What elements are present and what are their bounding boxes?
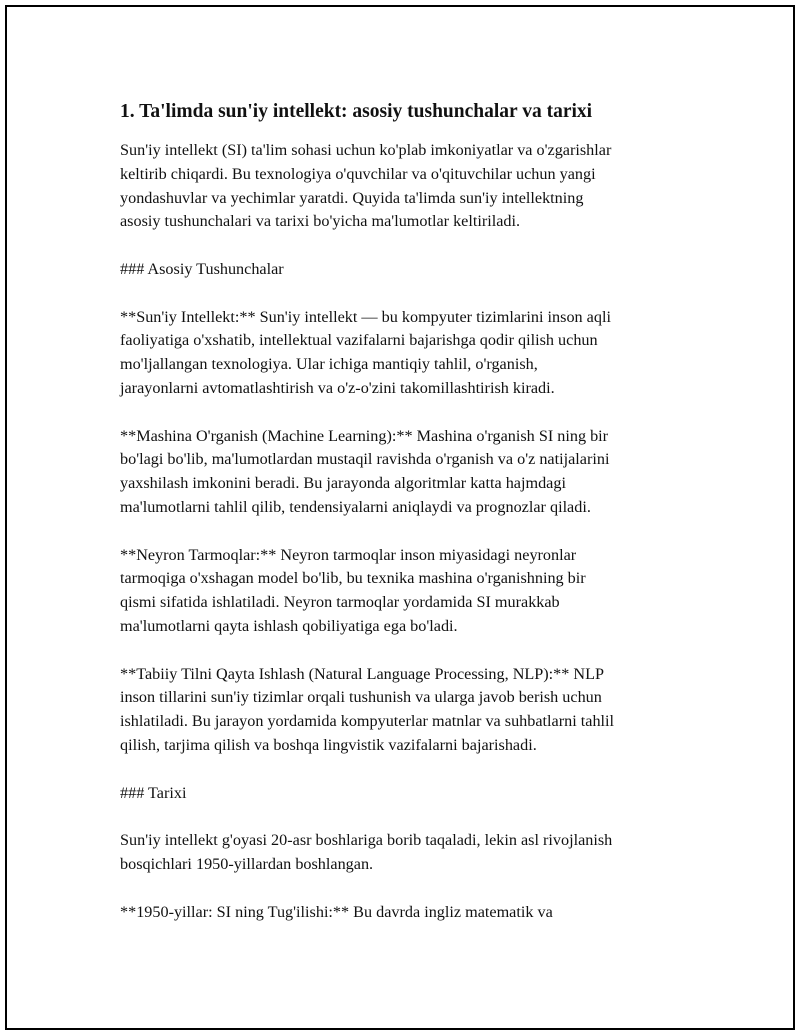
document-body [120, 99, 700, 948]
paragraph-nlp: **Tabiiy Tilni Qayta Ishlash (Natural Language Processing, NLP):** NLP inson tillarini sun'iy tizimlar orqali tushunish va ularga javob berish uchun ishlatiladi. Bu jarayon yordamida kompyuterlar matnlar va suhbatlarni tahlil qilish, tarjima qilish va boshqa lingvistik vazifalarni bajarishadi. [120, 664, 615, 754]
section-heading-history: ### Tarixi [120, 783, 187, 802]
paragraph-neural-networks: **Neyron Tarmoqlar:** Neyron tarmoqlar inson miyasidagi neyronlar tarmoqiga o'xshagan model bo'lib, bu texnika mashina o'rganishning bir qismi sifatida ishlatiladi. Neyron tarmoqlar yordamida SI murakkab ma'lumotlarni qayta ishlash qobiliyatiga ega bo'ladi. [120, 545, 586, 635]
paragraph-history-intro: Sun'iy intellekt g'oyasi 20-asr boshlariga borib taqaladi, lekin asl rivojlanish bosqichlari 1950-yillardan boshlangan. [120, 831, 613, 873]
document-page [5, 5, 795, 1030]
document-title: 1. Ta'limda sun'iy intellekt: asosiy tushunchalar va tarixi [120, 101, 593, 122]
intro-paragraph: Sun'iy intellekt (SI) ta'lim sohasi uchun ko'plab imkoniyatlar va o'zgarishlar keltirib chiqardi. Bu texnologiya o'quvchilar va o'qituvchilar uchun yangi yondashuvlar va yechimlar yaratdi. Quyida ta'limda sun'iy intellektning asosiy tushunchalari va tarixi bo'yicha ma'lumotlar keltiriladi. [120, 141, 612, 231]
paragraph-machine-learning: **Mashina O'rganish (Machine Learning):** Mashina o'rganish SI ning bir bo'lagi bo'lib, ma'lumotlardan mustaqil ravishda o'rganish va o'z natijalarini yaxshilash imkonini beradi. Bu jarayonda algoritmlar katta hajmdagi ma'lumotlarni tahlil qilib, tendensiyalarni aniqlaydi va prognozlar qiladi. [120, 426, 610, 516]
section-heading-concepts: ### Asosiy Tushunchalar [120, 259, 284, 278]
paragraph-ai-definition: **Sun'iy Intellekt:** Sun'iy intellekt — bu kompyuter tizimlarini inson aqli faoliyatiga o'xshatib, intellektual vazifalarni bajarishga qodir qilish uchun mo'ljallangan texnologiya. Ular ichiga mantiqiy tahlil, o'rganish, jarayonlarni avtomatlashtirish va o'z-o'zini takomillashtirish kiradi. [120, 307, 611, 397]
paragraph-1950s: **1950-yillar: SI ning Tug'ilishi:** Bu davrda ingliz matematik va [120, 902, 553, 921]
